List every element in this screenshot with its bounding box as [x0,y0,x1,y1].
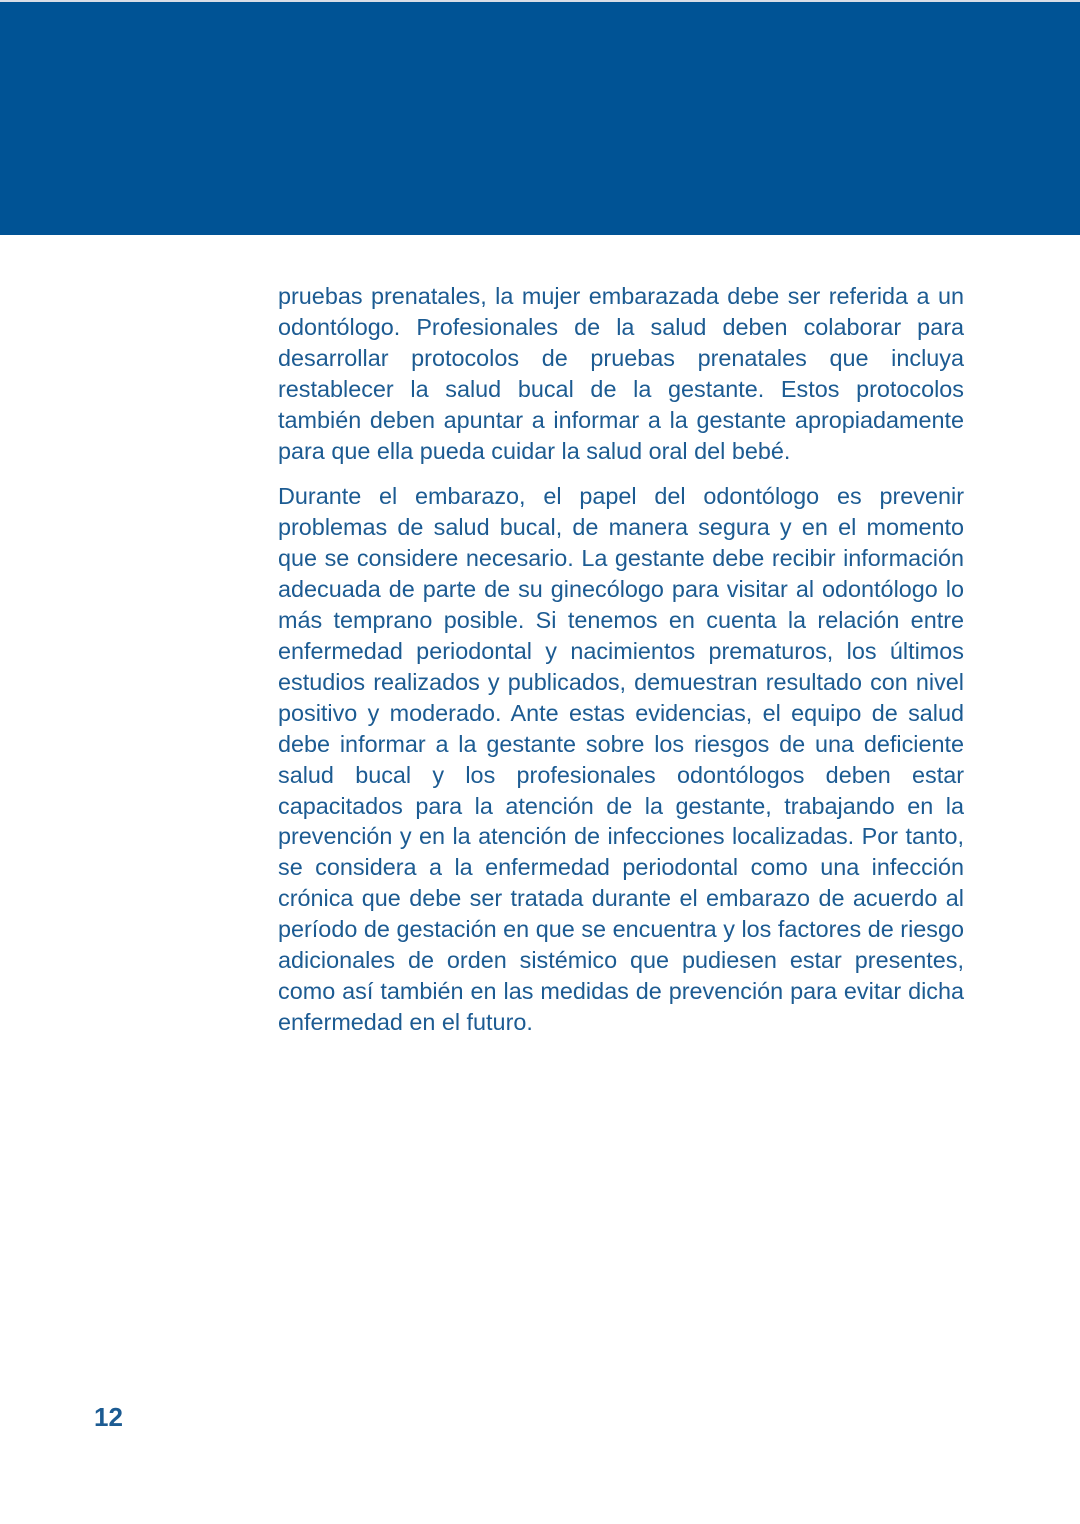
paragraph-1: pruebas prenatales, la mujer embarazada debe ser referida a un odontólogo. Profesionales de la salud deben colaborar para desarrollar protocolos de pruebas prenatales que incluya restablecer la salud bucal de la gestante. Estos protocolos también deben apuntar a informar a la gestante apropiadamente para que ella pueda cuidar la salud oral del bebé. [278,283,964,464]
paragraph-2: Durante el embarazo, el papel del odontólogo es prevenir problemas de salud bucal, de manera segura y en el momento que se considere necesario. La gestante debe recibir información adecuada de parte de su ginecólogo para visitar al odontólogo lo más temprano posible. Si tenemos en cuenta la relación entre enfermedad periodontal y nacimientos prematuros, los últimos estudios realizados y publicados, demuestran resultado con nivel positivo y moderado. Ante estas evidencias, el equipo de salud debe informar a la gestante sobre los riesgos de una deficiente salud bucal y los profesionales odontólogos deben estar capacitados para la atención de la gestante, trabajando en la prevención y en la atención de infecciones localizadas. Por tanto, se considera a la enfermedad periodontal como una infección crónica que debe ser tratada durante el embarazo de acuerdo al período de gestación en que se encuentra y los factores de riesgo adicionales de orden sistémico que pudiesen estar presentes, como así también en las medidas de prevención para evitar dicha enfermedad en el futuro. [278,483,964,1035]
body-text [278,281,964,1053]
page-number: 12 [94,1402,123,1432]
header-band [0,0,1080,235]
